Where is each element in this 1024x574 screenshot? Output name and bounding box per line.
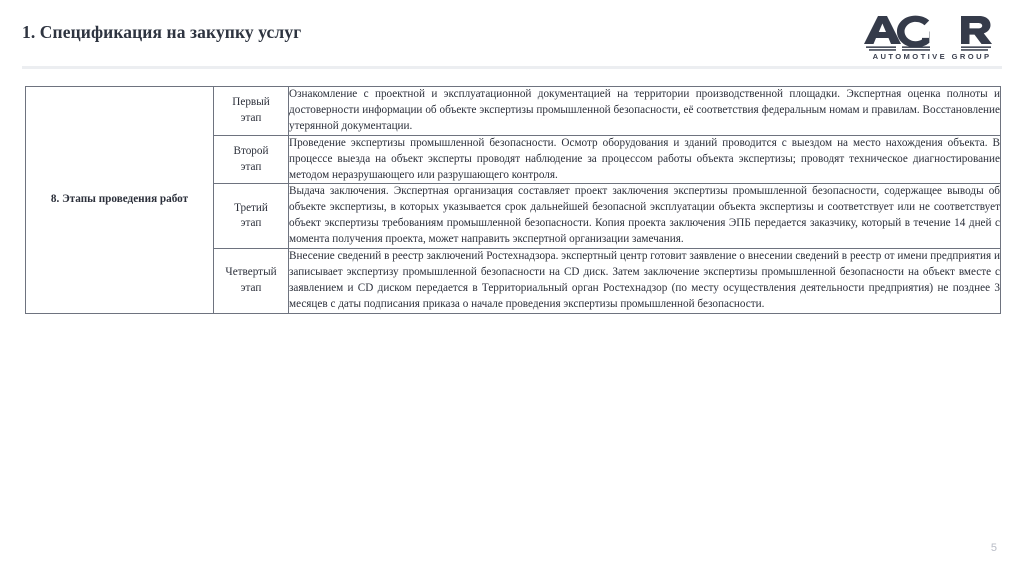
stage-name-line1: Первый	[232, 96, 270, 109]
table-row	[26, 87, 1001, 136]
stage-cell-1	[214, 87, 289, 136]
stage-cell-3	[214, 184, 289, 249]
stage-cell-2	[214, 135, 289, 184]
stage-name-line2: этап	[240, 217, 262, 230]
stage-description-3: Выдача заключения. Экспертная организация составляет проект заключения экспертизы промышленной безопасности, содержащее выводы об объекте экспертизы, в которых указывается срок дальнейшей безопасной эксплуатации объекта экспертизы и соответствует или не соответствует объект экспертизы требованиям промышленной безопасности. Копия проекта заключения ЭПБ передается заказчику, который в течение 14 дней с момента получения проекта, может направить экспертной организации замечания.	[289, 184, 1001, 249]
agr-logo-icon	[862, 14, 1002, 54]
stage-name-line2: этап	[240, 160, 262, 173]
agr-logo	[862, 14, 1002, 60]
stage-description-4: Внесение сведений в реестр заключений Ростехнадзора. экспертный центр готовит заявление о внесении сведений в реестр от имени предприятия и записывает экспертизу промышленной безопасности на CD диск. Затем заключение экспертизы промышленной безопасности на объект вместе с заявлением и CD диском передается в Территориальный орган Ростехнадзор (по месту осуществления деятельности предприятия) не позднее 3 месяцев с даты подписания приказа о начале проведения экспертизы промышленной безопасности.	[289, 249, 1001, 314]
stage-name-line1: Четвертый	[225, 266, 277, 279]
stage-description-2: Проведение экспертизы промышленной безопасности. Осмотр оборудования и зданий проводится с выездом на место нахождения объекта. В процессе выезда на объект эксперты проводят наблюдение за процессом работы объекта экспертизы; проводят техническое диагностирование методом неразрушающего или разрушающего контроля.	[289, 135, 1001, 184]
row-header-label: 8. Этапы проведения работ	[26, 87, 214, 314]
page-title: 1. Спецификация на закупку услуг	[22, 22, 302, 42]
page-header	[0, 0, 1024, 66]
stage-name-line2: этап	[240, 281, 262, 294]
page-number: 5	[990, 542, 997, 554]
agr-logo-subtitle: AUTOMOTIVE GROUP	[872, 52, 992, 61]
stage-cell-4	[214, 249, 289, 314]
stage-description-1: Ознакомление с проектной и эксплуатационной документацией на территории производственной площадки. Экспертная оценка полноты и достоверности информации об объекте экспертизы промышленной безопасности, её соответствия федеральным номам и правилам. Восстановление утерянной документации.	[289, 87, 1001, 136]
work-stages-table	[25, 86, 1001, 314]
stage-name-line2: этап	[240, 111, 262, 124]
header-divider	[22, 66, 1002, 69]
stage-name-line1: Второй	[233, 145, 269, 158]
stage-name-line1: Третий	[234, 201, 268, 214]
